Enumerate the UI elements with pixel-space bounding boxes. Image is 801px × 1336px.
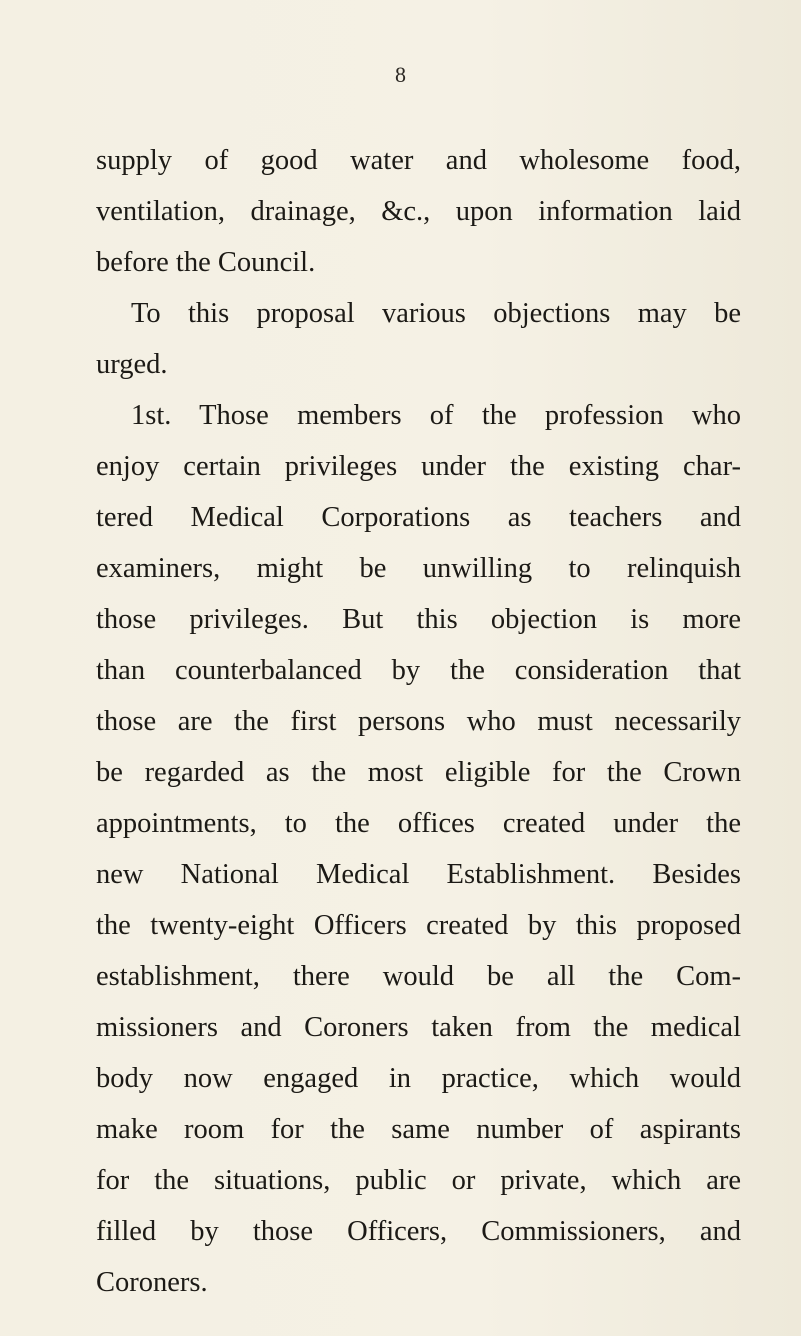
text-line: filled by those Officers, Commissioners, and xyxy=(96,1216,741,1247)
text-line: the twenty-eight Officers created by this proposed xyxy=(96,910,741,941)
text-line: new National Medical Establishment. Besides xyxy=(96,859,741,890)
text-line: To this proposal various objections may be xyxy=(131,298,741,329)
text-line: establishment, there would be all the Com- xyxy=(96,961,741,992)
text-line: tered Medical Corporations as teachers and xyxy=(96,502,741,533)
text-line: those privileges. But this objection is more xyxy=(96,604,741,635)
text-line: 1st. Those members of the profession who xyxy=(131,400,741,431)
text-line: make room for the same number of aspirants xyxy=(96,1114,741,1145)
text-line: examiners, might be unwilling to relinquish xyxy=(96,553,741,584)
text-line: Coroners. xyxy=(96,1267,208,1298)
text-line: urged. xyxy=(96,349,168,380)
text-line: appointments, to the offices created under the xyxy=(96,808,741,839)
text-line: missioners and Coroners taken from the medical xyxy=(96,1012,741,1043)
text-line: for the situations, public or private, which are xyxy=(96,1165,741,1196)
text-line: those are the first persons who must necessarily xyxy=(96,706,741,737)
text-line: supply of good water and wholesome food, xyxy=(96,145,741,176)
text-line: ventilation, drainage, &c., upon information laid xyxy=(96,196,741,227)
text-line: be regarded as the most eligible for the Crown xyxy=(96,757,741,788)
page-number: 8 xyxy=(395,62,406,87)
text-line: body now engaged in practice, which would xyxy=(96,1063,741,1094)
text-line: than counterbalanced by the consideration that xyxy=(96,655,741,686)
text-line: before the Council. xyxy=(96,247,316,278)
text-line: enjoy certain privileges under the existing char- xyxy=(96,451,741,482)
